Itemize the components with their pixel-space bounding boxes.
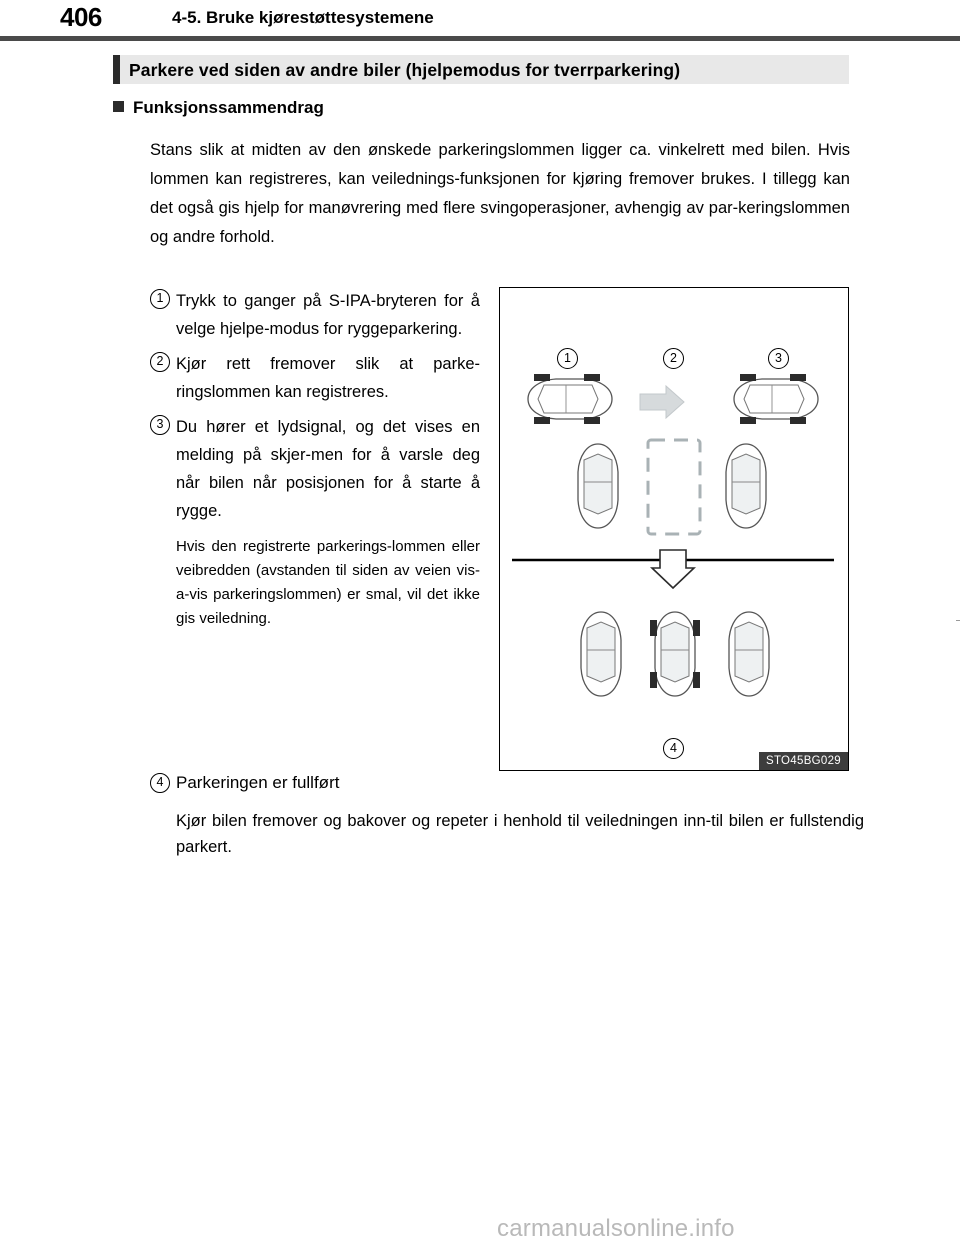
forward-arrow-icon (640, 386, 684, 418)
margin-tick (956, 620, 960, 621)
step-number-2: 2 (150, 352, 170, 372)
figure-code: STO45BG029 (759, 752, 848, 770)
figure-label-3: 3 (768, 348, 789, 369)
section-title-bar (113, 55, 849, 84)
middle-left-car (578, 444, 618, 528)
top-left-car (528, 374, 612, 424)
step-text-3: Du hører et lydsignal, og det vises en melding på skjer-men for å varsle deg når bilen når posisjonen for å starte å rygge. (176, 418, 480, 520)
list-item (150, 413, 480, 631)
figure-label-4: 4 (663, 738, 684, 759)
section-title: Parkere ved siden av andre biler (hjelpemodus for tverrparkering) (129, 60, 681, 80)
illustration-parking-diagram (499, 287, 849, 771)
step-text-1: Trykk to ganger på S-IPA-bryteren for å velge hjelpe-modus for ryggeparkering. (176, 292, 480, 338)
section-accent-block (113, 55, 120, 84)
target-parking-space (648, 440, 700, 534)
step-text-4: Parkeringen er fullført (176, 773, 340, 792)
list-item (150, 287, 480, 343)
header-title: 4-5. Bruke kjørestøttesystemene (172, 8, 434, 27)
step-text-2: Kjør rett fremover slik at parke-ringslommen kan registreres. (176, 355, 480, 401)
subheading (113, 98, 324, 118)
page-header (0, 0, 960, 40)
figure-label-1: 1 (557, 348, 578, 369)
reverse-arrow-icon (652, 550, 694, 588)
watermark: carmanualsonline.info (497, 1215, 735, 1242)
step-note-3: Hvis den registrerte parkerings-lommen eller veibredden (avstanden til siden av veien vis-a-vis parkeringslommen) er smal, vil det ikke gis veiledning. (176, 538, 480, 627)
header-divider (0, 36, 960, 41)
step-number-3: 3 (150, 415, 170, 435)
step-number-1: 1 (150, 289, 170, 309)
bottom-center-car (650, 612, 700, 696)
square-bullet-icon (113, 101, 124, 112)
list-item (150, 350, 480, 406)
middle-right-car (726, 444, 766, 528)
list-item (150, 770, 864, 860)
bottom-left-car (581, 612, 621, 696)
figure-label-2: 2 (663, 348, 684, 369)
bottom-right-car (729, 612, 769, 696)
page-number: 406 (60, 2, 102, 32)
step-note-4: Kjør bilen fremover og bakover og repeter i henhold til veiledningen inn-til bilen er fullstendig parkert. (176, 812, 864, 856)
steps-list (150, 287, 480, 638)
step-number-4: 4 (150, 773, 170, 793)
step-four-block (150, 770, 864, 867)
top-right-car (734, 374, 818, 424)
intro-paragraph: Stans slik at midten av den ønskede parkeringslommen ligger ca. vinkelrett med bilen. Hvis lommen kan registreres, kan veilednings-funksjonen for kjøring fremover brukes. I tillegg kan det også gis hjelp for manøvrering med flere svingoperasjoner, avhengig av par-keringslommen og andre forhold. (150, 141, 850, 246)
subheading-label: Funksjonssammendrag (133, 98, 324, 117)
